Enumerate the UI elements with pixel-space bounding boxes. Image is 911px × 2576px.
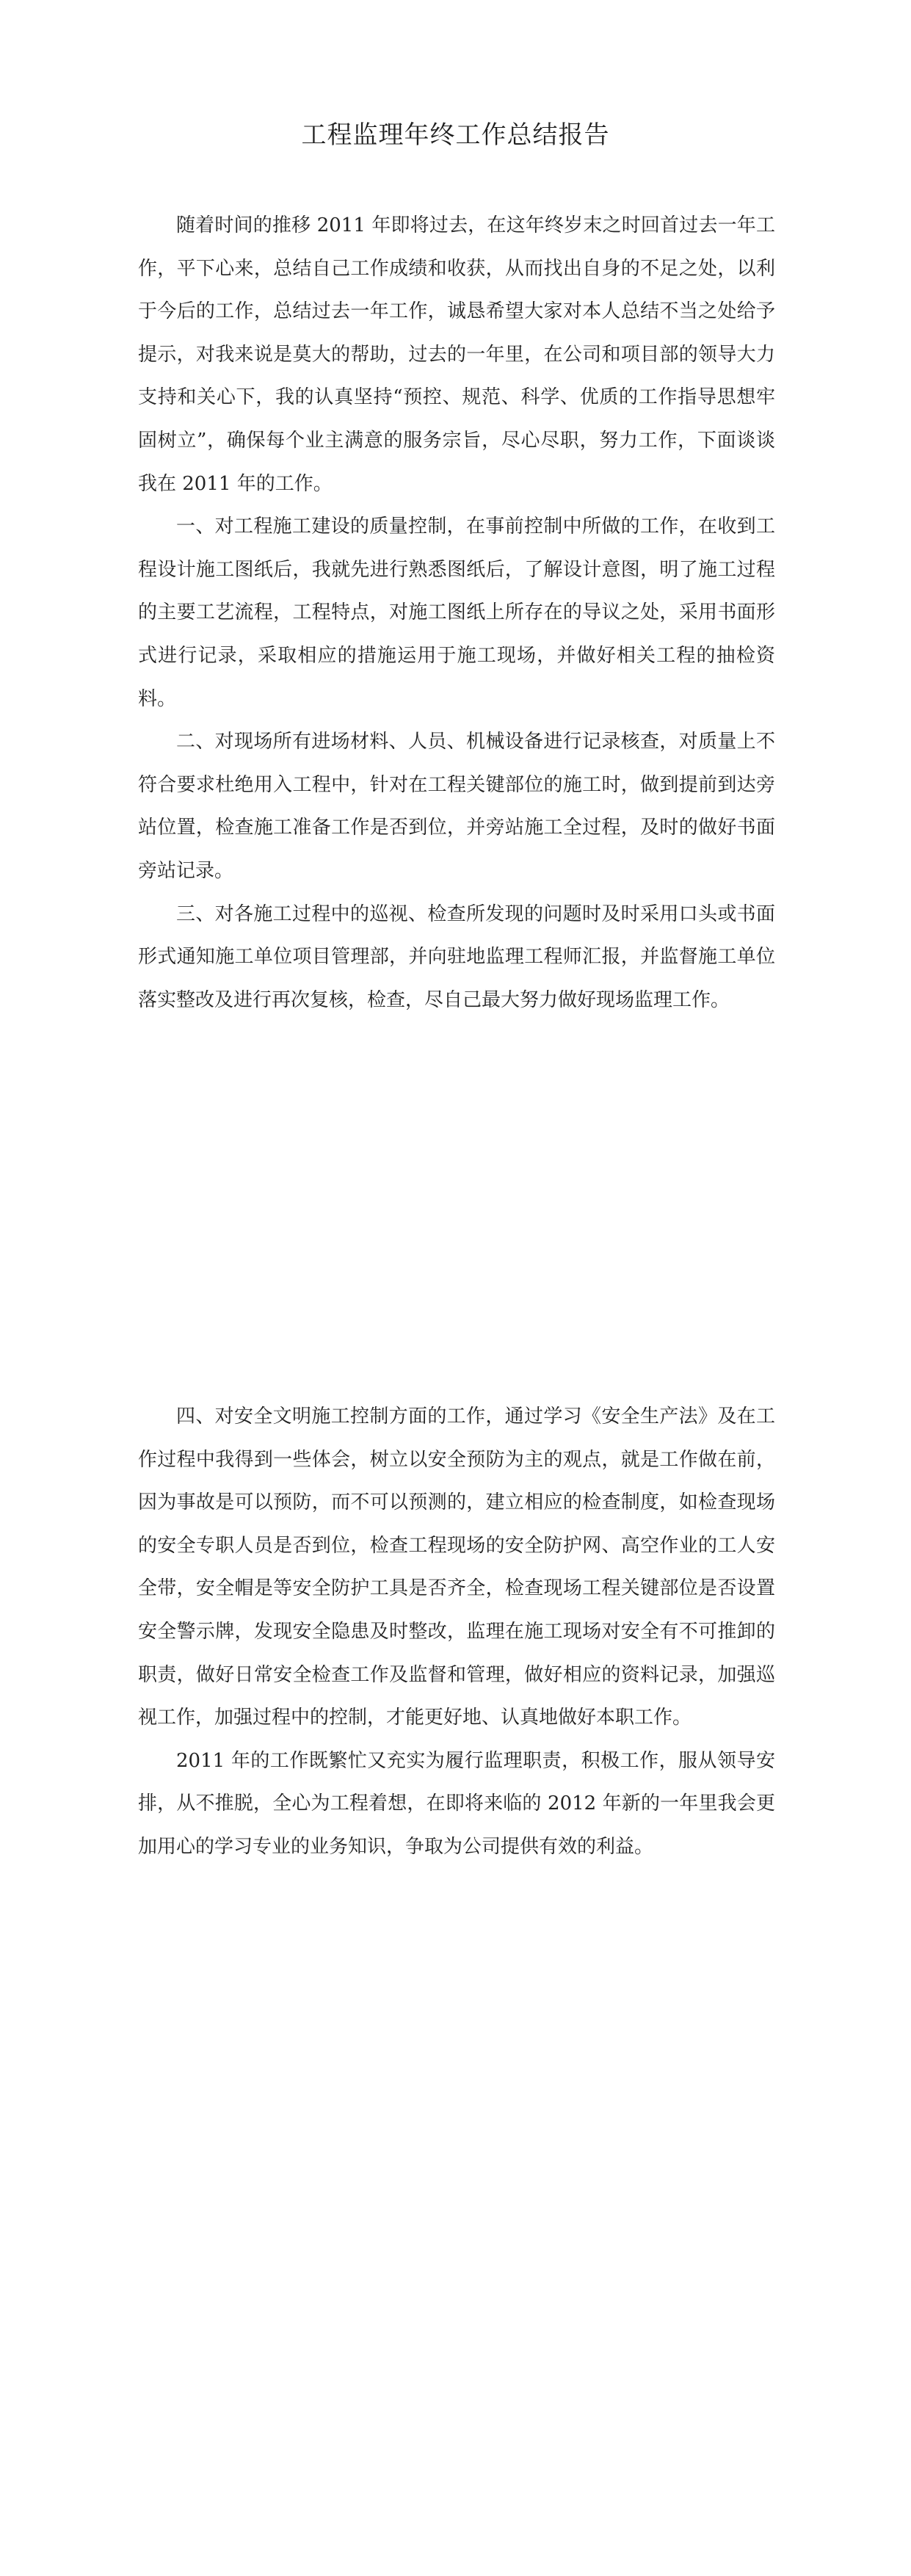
paragraph-item-3: 三、对各施工过程中的巡视、检查所发现的问题时及时采用口头或书面形式通知施工单位项目管理部，并向驻地监理工程师汇报，并监督施工单位落实整改及进行再次复核，检查，尽自己最大努力做好现场监理工作。 xyxy=(138,902,775,1011)
paragraph-intro: 随着时间的推移 2011 年即将过去，在这年终岁末之时回首过去一年工作，平下心来，总结自己工作成绩和收获，从而找出自身的不足之处，以利于今后的工作，总结过去一年工作，诚恳希望大家对本人总结不当之处给予提示，对我来说是莫大的帮助，过去的一年里，在公司和项目部的领导大力支持和关心下，我的认真坚持“预控、规范、科学、优质的工作指导思想牢固树立”，确保每个业主满意的服务宗旨，尽心尽职，努力工作，下面谈谈我在 2011 年的工作。 xyxy=(138,214,775,495)
body-section-bottom xyxy=(138,1395,775,1869)
paragraph-conclusion: 2011 年的工作既繁忙又充实为履行监理职责，积极工作，服从领导安排，从不推脱，全心为工程着想，在即将来临的 2012 年新的一年里我会更加用心的学习专业的业务知识，争取为公司提供有效的利益。 xyxy=(138,1749,775,1858)
paragraph-item-4: 四、对安全文明施工控制方面的工作，通过学习《安全生产法》及在工作过程中我得到一些体会，树立以安全预防为主的观点，就是工作做在前，因为事故是可以预防，而不可以预测的，建立相应的检查制度，如检查现场的安全专职人员是否到位，检查工程现场的安全防护网、高空作业的工人安全带，安全帽是等安全防护工具是否齐全，检查现场工程关键部位是否设置安全警示牌，发现安全隐患及时整改，监理在施工现场对安全有不可推卸的职责，做好日常安全检查工作及监督和管理，做好相应的资料记录，加强巡视工作，加强过程中的控制，才能更好地、认真地做好本职工作。 xyxy=(138,1405,775,1729)
body-section-top xyxy=(138,204,775,1021)
document-title: 工程监理年终工作总结报告 xyxy=(301,120,610,150)
paragraph-item-2: 二、对现场所有进场材料、人员、机械设备进行记录核查，对质量上不符合要求杜绝用入工程中，针对在工程关键部位的施工时，做到提前到达旁站位置，检查施工准备工作是否到位，并旁站施工全过程，及时的做好书面旁站记录。 xyxy=(138,731,775,882)
paragraph-item-1: 一、对工程施工建设的质量控制，在事前控制中所做的工作，在收到工程设计施工图纸后，我就先进行熟悉图纸后，了解设计意图，明了施工过程的主要工艺流程，工程特点，对施工图纸上所存在的导议之处，采用书面形式进行记录，采取相应的措施运用于施工现场，并做好相关工程的抽检资料。 xyxy=(138,515,775,710)
